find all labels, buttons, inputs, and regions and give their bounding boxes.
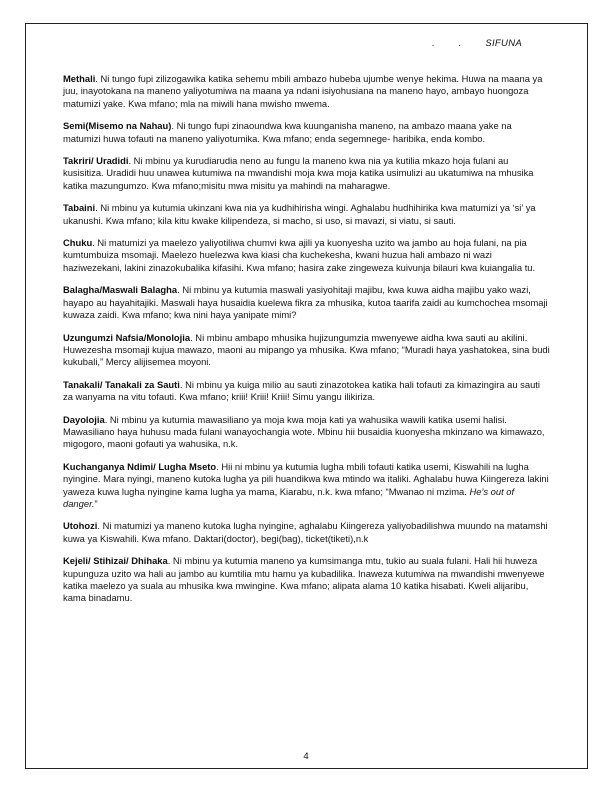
paragraph-text-italic: He’s out of danger. [63, 485, 515, 509]
paragraph-chuku [63, 237, 550, 274]
paragraph-dayolojia [63, 414, 550, 451]
paragraph-balagha [63, 284, 550, 321]
term-label: Kuchanganya Ndimi/ Lugha Mseto [63, 460, 217, 472]
paragraph-kejeli [63, 555, 550, 605]
paragraph-text: . Ni mbinu ya kutumia maneno ya kumsimanga mtu, tukio au suala fulani. Hali hii huweza kupunguza uzito wa hali au jambo au kumtilia mtu hamu ya kubadilika. Inaweza kutumiwa na mwandishi mwenyewe katika maelezo ya suala au mhusika kwa mwingine. Kwa mfano; alipata alama 10 katika hisabati. Kweli alijaribu, kama binadamu. [63, 555, 545, 604]
paragraph-tabaini [63, 202, 550, 227]
paragraph-methali [63, 73, 550, 110]
paragraph-text: . Hii ni mbinu ya kutumia lugha mbili tofauti katika usemi, Kiswahili na lugha nyingine. Mara nyingi, maneno kutoka lugha ya pili huandikwa kwa mtindo wa italiki. Aghalabu huwa Kiingereza lakini yaweza kuwa lugha nyingine kama lugha ya mama, Kiarabu, n.k. kwa mfano; “Mwanao ni mzima. [63, 460, 549, 497]
term-label: Dayolojia [63, 413, 105, 425]
paragraph-text: . Ni mbinu ya kutumia ukinzani kwa nia ya kudhihirisha wingi. Aghalabu hudhihirika kwa matumizi ya ‘si’ ya ukanushi. Kwa mfano; kila kitu kwake kilipendeza, si macho, si uso, si mavazi, si viatu, si sauti. [63, 202, 536, 226]
term-label: Takriri/ Uradidi [63, 155, 129, 167]
paragraph-text: . Ni matumizi ya maelezo yaliyotiliwa chumvi kwa ajili ya kuonyesha uzito wa jambo au hoja fulani, na pia kumtumbuiza msomaji. Maelezo huelezwa kwa kiasi cha kuchekesha, kwani huzua hali ambazo ni wazi haziwezekani, lakini zinazokubalika kifasihi. Kwa mfano; hasira zake zingeweza kuivunja bilauri kwa kuiangalia tu. [63, 237, 536, 273]
paragraph-text: . Ni matumizi ya maneno kutoka lugha nyingine, aghalabu Kiingereza yaliyobadilishwa muundo na matamshi kuwa ya Kiswahili. Kwa mfano. Daktari(doctor), begi(bag), ticket(tiketi),n.k [63, 520, 548, 544]
paragraph-text: . Ni tungo fupi zilizogawika katika sehemu mbili ambazo hubeba ujumbe wenye hekima. Huwa na maana ya juu, inayotokana na maneno yaliyotumiwa na maana ya ndani isiyohusiana na maneno hayo, ambayo huongoza matumizi yake. Kwa mfano; mla na miwili hana mwisho mwema. [63, 73, 543, 109]
paragraph-semi [63, 120, 550, 145]
page-number: 4 [303, 751, 309, 762]
header-dot: . [432, 38, 435, 49]
paragraph-text: . Ni mbinu ambapo mhusika hujizungumzia mwenyewe aidha kwa sauti au akilini. Huwezesha msomaji kujua mawazo, maoni au mipango ya mhusika. Kwa mfano; “Muradi haya yashatokea, sina budi kukubali,” Mercy alijisemea moyoni. [63, 331, 550, 368]
paragraph-text-after: ” [94, 497, 98, 509]
page-content [63, 38, 550, 615]
term-label: Utohozi [63, 520, 98, 532]
term-label: Tabaini [63, 202, 96, 214]
paragraph-text: . Ni mbinu ya kuiga milio au sauti zinazotokea katika hali tofauti za kimazingira au sauti za wanyama na vitu tofauti. Kwa mfano; kriii! Kriii! Kriii! Simu yangu ilikiriza. [63, 378, 540, 403]
body-text [63, 73, 550, 605]
paragraph-text: . Ni tungo fupi zinaoundwa kwa kuunganisha maneno, na ambazo maana yake na matumizi huwa tofauti na maneno yaliyotumika. Kwa mfano; enda segemnege- haribika, enda kombo. [63, 120, 512, 144]
term-label: Balagha/Maswali Balagha [63, 284, 178, 296]
page-footer [0, 751, 612, 762]
running-header [63, 38, 550, 49]
term-label: Chuku [63, 237, 93, 249]
term-label: Kejeli/ Stihizai/ Dhihaka [63, 555, 168, 567]
paragraph-text: . Ni mbinu ya kutumia mawasiliano ya moja kwa moja kati ya wahusika wawili katika usemi halisi. Mawasiliano haya huhusu mada fulani wanayochangia wote. Mbinu hii busaidia kuonyesha mkinzano wa kimawazo, migogoro, maoni gofauti ya wahusika, n.k. [63, 413, 545, 450]
term-label: Tanakali/ Tanakali za Sauti [63, 378, 180, 390]
term-label: Uzungumzi Nafsia/Monolojia [63, 331, 191, 343]
paragraph-utohozi [63, 520, 550, 545]
paragraph-takriri [63, 155, 550, 192]
paragraph-tanakali [63, 379, 550, 404]
header-author-name: SIFUNA [485, 38, 522, 49]
paragraph-text: . Ni mbinu ya kutumia maswali yasiyohitaji majibu, kwa kuwa aidha majibu yako wazi, hayapo au hayahitajiki. Maswali haya husaidia kuelewa fikra za mhusika, kutoa taarifa zaidi au kumchochea msomaji kuwaza zaidi. Kwa mfano; kwa nini haya yanipate mimi? [63, 284, 548, 321]
paragraph-lugha-mseto [63, 461, 550, 511]
paragraph-monolojia [63, 332, 550, 369]
term-label: Semi(Misemo na Nahau) [63, 120, 172, 132]
header-dot: . [458, 38, 462, 49]
paragraph-text: . Ni mbinu ya kurudiarudia neno au fungu la maneno kwa nia ya kutilia mkazo hoja fulani au kusisitiza. Uradidi huu unawea kutumiwa na mwandishi moja kwa moja katika usimulizi au ukatumiwa na mhusika katika mazungumzo. Kwa mfano;misitu mwa misitu ya mahindi na maharagwe. [63, 155, 534, 191]
term-label: Methali [63, 73, 96, 84]
